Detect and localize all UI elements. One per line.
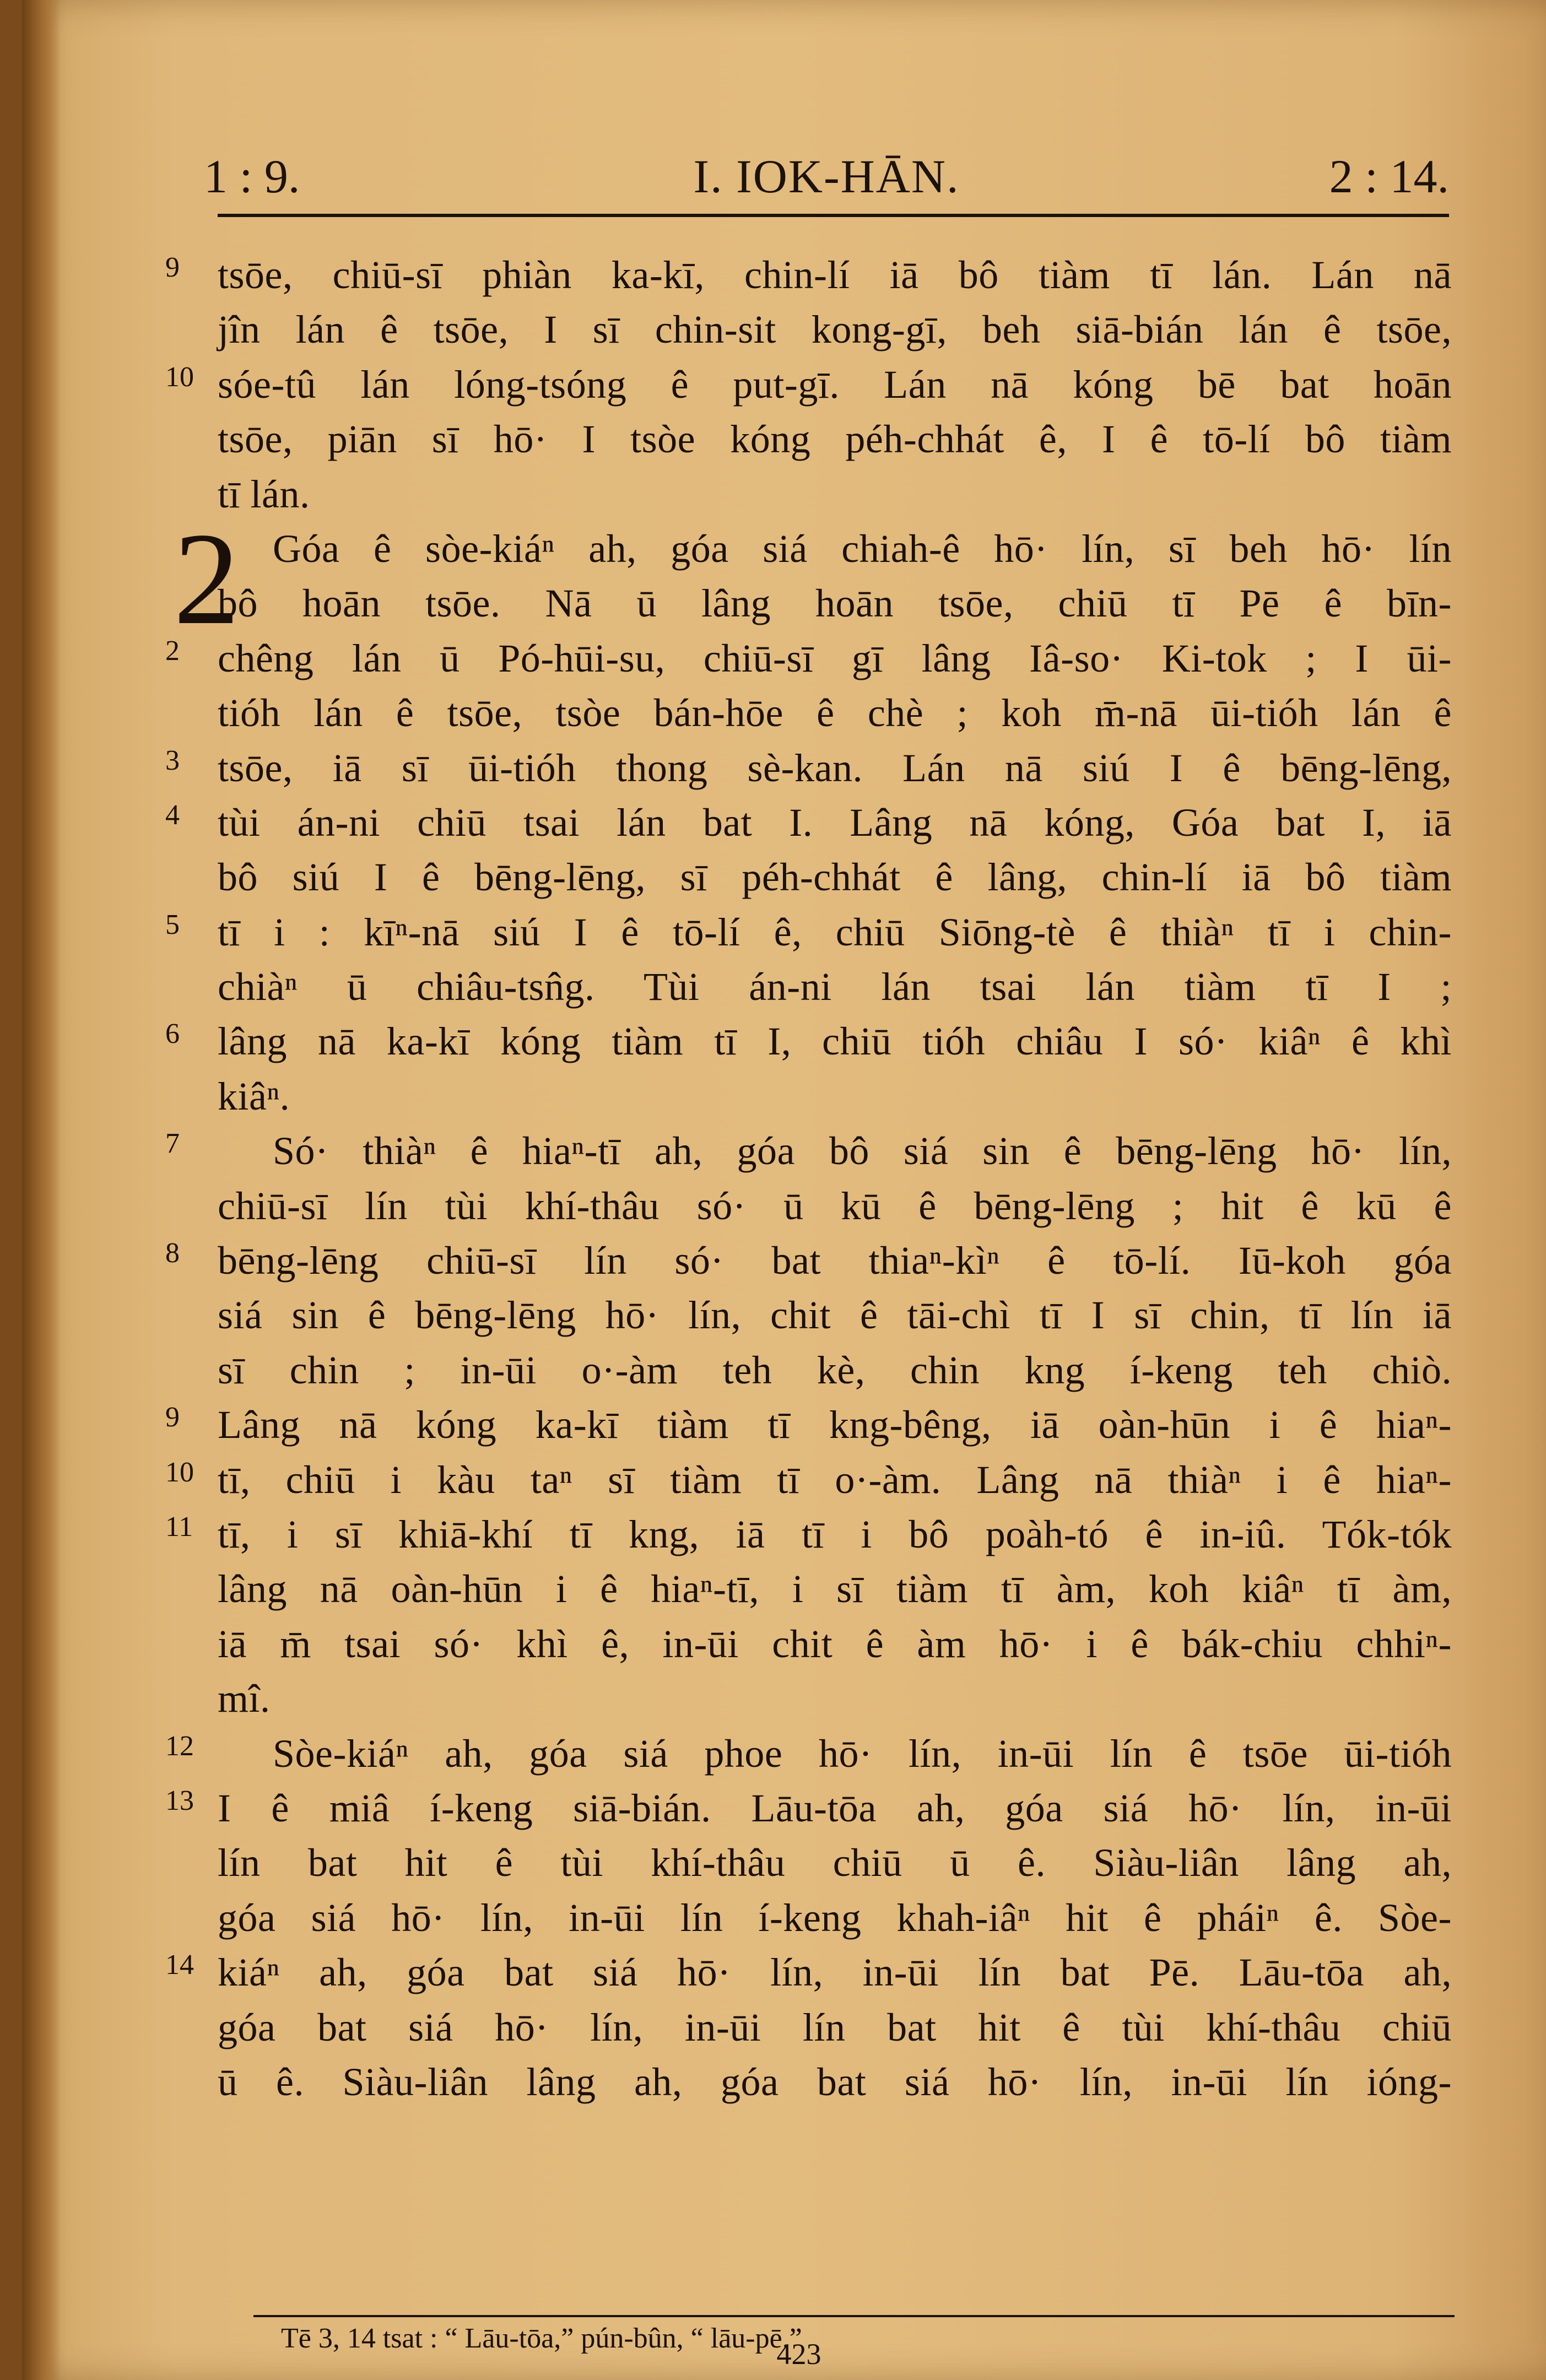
text-line [218,522,1452,576]
text-line [165,358,1452,412]
text-line [218,850,1452,905]
line-text: mî. [218,1676,271,1721]
line-text: sī chin ; in-ūi o·-àm teh kè, chin kng í-keng teh chiò. [218,1348,1452,1392]
text-line [218,1179,1452,1234]
line-text: chiàⁿ ū chiâu-tsn̂g. Tùi án-ni lán tsai lán tiàm tī I ; [218,965,1452,1009]
line-text: góa bat siá hō· lín, in-ūi lín bat hit ê tùi khí-thâu chiū [218,2005,1452,2049]
text-line [218,1343,1452,1398]
line-text: Só· thiàⁿ ê hiaⁿ-tī ah, góa bô siá sin ê bēng-lēng hō· lín, [273,1129,1452,1173]
text-line [165,905,1452,960]
line-text: siá sin ê bēng-lēng hō· lín, chit ê tāi-chì tī I sī chin, tī lín iā [218,1293,1452,1338]
verse-number: 14 [165,1949,194,1981]
line-text: lâng nā oàn-hūn i ê hiaⁿ-tī, i sī tiàm tī àm, koh kiâⁿ tī àm, [218,1567,1452,1611]
page-number: 423 [776,2338,821,2371]
line-text: Góa ê sòe-kiáⁿ ah, góa siá chiah-ê hō· lín, sī beh hō· lín [273,526,1452,571]
text-line [165,1727,1452,1781]
line-text: góa siá hō· lín, in-ūi lín í-keng khah-iâⁿ hit ê pháiⁿ ê. Sòe- [218,1895,1452,1940]
verse-number: 4 [165,799,180,831]
text-line [218,960,1452,1014]
line-text: tsōe, piān sī hō· I tsòe kóng péh-chhát ê, I ê tō-lí bô tiàm [218,417,1452,462]
line-text: bô hoān tsōe. Nā ū lâng hoān tsōe, chiū tī Pē ê bīn- [218,581,1452,626]
verse-number: 2 [165,635,180,667]
line-text: tùi án-ni chiū tsai lán bat I. Lâng nā kóng, Góa bat I, iā [218,800,1452,845]
text-line [165,1234,1452,1288]
text-line [218,686,1452,740]
text-line [218,1891,1452,1945]
text-line [218,412,1452,467]
line-text: tsōe, iā sī ūi-tióh thong sè-kan. Lán nā siú I ê bēng-lēng, [218,745,1452,790]
text-line [218,1069,1452,1124]
text-line [218,2000,1452,2055]
text-line [165,1945,1452,2000]
line-text: lín bat hit ê tùi khí-thâu chiū ū ê. Siàu-liân lâng ah, [218,1841,1452,1885]
verse-number: 9 [165,252,180,283]
line-text: Sòe-kiáⁿ ah, góa siá phoe hō· lín, in-ūi lín ê tsōe ūi-tióh [273,1731,1452,1776]
verse-number: 7 [165,1128,180,1160]
verse-number: 5 [165,908,180,940]
line-text: kiâⁿ. [218,1074,290,1118]
footnote: Tē 3, 14 tsat : “ Lāu-tōa,” pún-bûn, “ lāu-pē.” [281,2323,802,2354]
text-line [218,1672,1452,1726]
footnote-rule [253,2315,1455,2317]
text-line [165,1124,1452,1178]
verse-number: 3 [165,744,180,776]
text-line [165,741,1452,796]
line-text: ū ê. Siàu-liân lâng ah, góa bat siá hō· lín, in-ūi lín ióng- [218,2059,1452,2104]
text-line [165,248,1452,302]
text-line [218,1288,1452,1343]
line-text: jîn lán ê tsōe, I sī chin-sit kong-gī, beh siā-bián lán ê tsōe, [218,307,1452,352]
text-line [165,1453,1452,1507]
verse-number: 12 [165,1730,194,1762]
text-line [165,1507,1452,1562]
line-text: kiáⁿ ah, góa bat siá hō· lín, in-ūi lín bat Pē. Lāu-tōa ah, [218,1950,1452,1995]
verse-number: 9 [165,1402,180,1434]
verse-number: 6 [165,1018,180,1050]
verse-number: 13 [165,1784,194,1816]
page-spine-shadow [22,0,61,2380]
line-text: tī i : kīⁿ-nā siú I ê tō-lí ê, chiū Siōng-tè ê thiàⁿ tī i chin- [218,910,1452,954]
line-text: tsōe, chiū-sī phiàn ka-kī, chin-lí iā bô tiàm tī lán. Lán nā [218,253,1452,297]
verse-number: 8 [165,1237,180,1269]
line-text: iā m̄ tsai só· khì ê, in-ūi chit ê àm hō· i ê bák-chiu chhiⁿ- [218,1621,1452,1666]
line-text: sóe-tû lán lóng-tsóng ê put-gī. Lán nā kóng bē bat hoān [218,362,1452,407]
line-text: tī lán. [218,472,310,516]
line-text: chêng lán ū Pó-hūi-su, chiū-sī gī lâng Iâ-so· Ki-tok ; I ūi- [218,636,1452,680]
text-line [165,1781,1452,1836]
text-line [165,1014,1452,1069]
line-text: I ê miâ í-keng siā-bián. Lāu-tōa ah, góa siá hō· lín, in-ūi [218,1786,1452,1830]
line-text: tī, chiū i kàu taⁿ sī tiàm tī o·-àm. Lâng nā thiàⁿ i ê hiaⁿ- [218,1457,1452,1502]
line-text: bēng-lēng chiū-sī lín só· bat thiaⁿ-kìⁿ ê tō-lí. Iū-koh góa [218,1238,1452,1283]
text-line [218,302,1452,357]
text-line [165,631,1452,686]
verse-number: 11 [165,1511,193,1543]
text-line [165,1398,1452,1452]
text-line [165,796,1452,850]
line-text: lâng nā ka-kī kóng tiàm tī I, chiū tióh chiâu I só· kiâⁿ ê khì [218,1019,1452,1064]
header-right-reference: 2 : 14. [1329,150,1449,203]
text-line [218,1562,1452,1616]
header-left-reference: 1 : 9. [204,150,300,203]
line-text: tī, i sī khiā-khí tī kng, iā tī i bô poàh-tó ê in-iû. Tók-tók [218,1512,1452,1556]
text-line [218,1617,1452,1672]
header-book-title: I. IOK-HĀN. [693,150,960,203]
line-text: bô siú I ê bēng-lēng, sī péh-chhát ê lâng, chin-lí iā bô tiàm [218,855,1452,900]
running-header [204,149,1449,209]
verse-number: 10 [165,1456,194,1488]
verse-number: 10 [165,361,194,393]
text-line [218,1836,1452,1890]
text-line [218,2055,1452,2109]
chapter-drop-cap: 2 [174,505,240,652]
line-text: tióh lán ê tsōe, tsòe bán-hōe ê chè ; koh m̄-nā ūi-tióh lán ê [218,691,1452,735]
line-text: chiū-sī lín tùi khí-thâu só· ū kū ê bēng-lēng ; hit ê kū ê [218,1183,1452,1228]
header-rule [218,214,1449,217]
text-line [218,576,1452,631]
line-text: Lâng nā kóng ka-kī tiàm tī kng-bêng, iā oàn-hūn i ê hiaⁿ- [218,1403,1452,1447]
scripture-text [165,248,1452,2109]
text-line [218,467,1452,522]
